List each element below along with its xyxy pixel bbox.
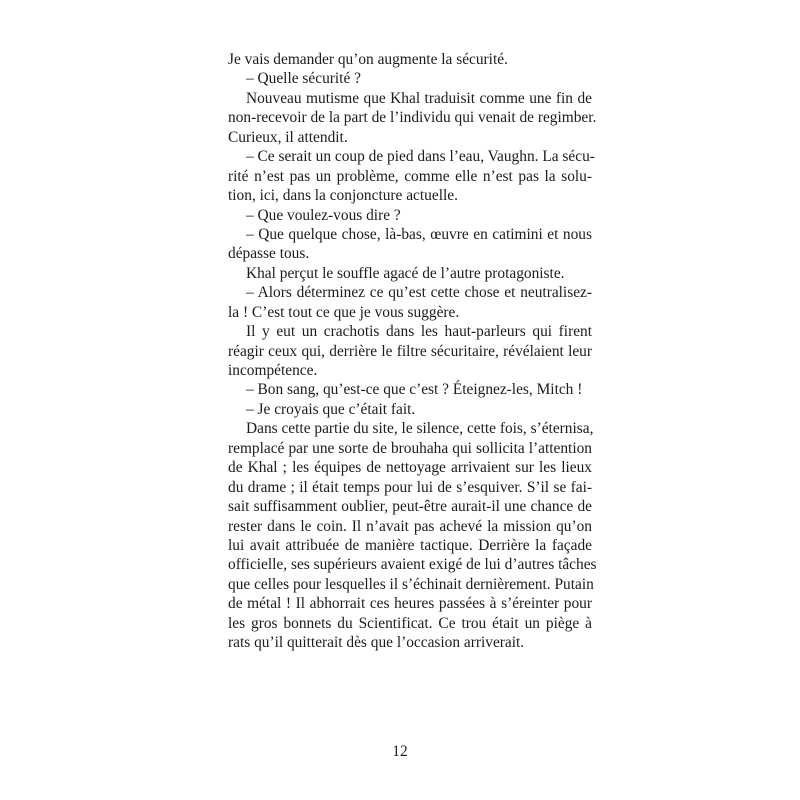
text-line: remplacé par une sorte de brouhaha qui sollicita l’attention: [228, 439, 592, 457]
text-line: rester dans le coin. Il n’avait pas achevé la mission qu’on: [228, 517, 592, 535]
text-line: Khal perçut le souffle agacé de l’autre protagoniste.: [246, 264, 565, 282]
text-line: Curieux, il attendit.: [228, 128, 348, 146]
text-line: la ! C’est tout ce que je vous suggère.: [228, 303, 460, 321]
text-line: Dans cette partie du site, le silence, cette fois, s’éternisa,: [246, 420, 594, 438]
body-text: [228, 50, 597, 653]
text-line: lui avait attribuée de manière tactique. Derrière la façade: [228, 536, 592, 554]
text-line: de métal ! Il abhorrait ces heures passées à s’éreinter pour: [228, 595, 592, 613]
text-line: Nouveau mutisme que Khal traduisit comme une fin de: [246, 89, 592, 107]
text-line: sait suffisamment oublier, peut-être aurait-il une chance de: [228, 498, 592, 516]
text-line: Il y eut un crachotis dans les haut-parleurs qui firent: [246, 323, 592, 341]
text-line: – Que voulez-vous dire ?: [246, 206, 401, 224]
text-line: non-recevoir de la part de l’individu qui venait de regimber.: [228, 109, 597, 127]
text-line: officielle, ses supérieurs avaient exigé de lui d’autres tâches: [228, 556, 597, 574]
text-line: réagir ceux qui, derrière le filtre sécuritaire, révélaient leur: [228, 342, 592, 360]
text-line: les gros bonnets du Scientificat. Ce trou était un piège à: [228, 614, 592, 632]
text-line: – Ce serait un coup de pied dans l’eau, Vaughn. La sécu-: [246, 148, 595, 166]
text-line: du drame ; il était temps pour lui de s’esquiver. S’il se fai-: [228, 478, 592, 496]
text-line: dépasse tous.: [228, 245, 310, 263]
text-line: rité n’est pas un problème, comme elle n’est pas la solu-: [228, 167, 592, 185]
text-line: incompétence.: [228, 362, 318, 379]
text-line: – Alors déterminez ce qu’est cette chose et neutralisez-: [246, 284, 592, 302]
text-line: tion, ici, dans la conjoncture actuelle.: [228, 187, 458, 205]
text-line: – Quelle sécurité ?: [246, 70, 361, 88]
text-line: rats qu’il quitterait dès que l’occasion arriverait.: [228, 634, 525, 652]
page-number: 12: [392, 743, 408, 760]
text-line: – Je croyais que c’était fait.: [246, 400, 416, 418]
text-line: – Bon sang, qu’est-ce que c’est ? Éteignez-les, Mitch !: [246, 381, 583, 399]
text-line: que celles pour lesquelles il s’échinait dernièrement. Putain: [228, 575, 594, 593]
text-line: Je vais demander qu’on augmente la sécurité.: [228, 51, 508, 68]
text-line: de Khal ; les équipes de nettoyage arrivaient sur les lieux: [228, 459, 592, 477]
text-line: – Que quelque chose, là-bas, œuvre en catimini et nous: [246, 225, 592, 243]
